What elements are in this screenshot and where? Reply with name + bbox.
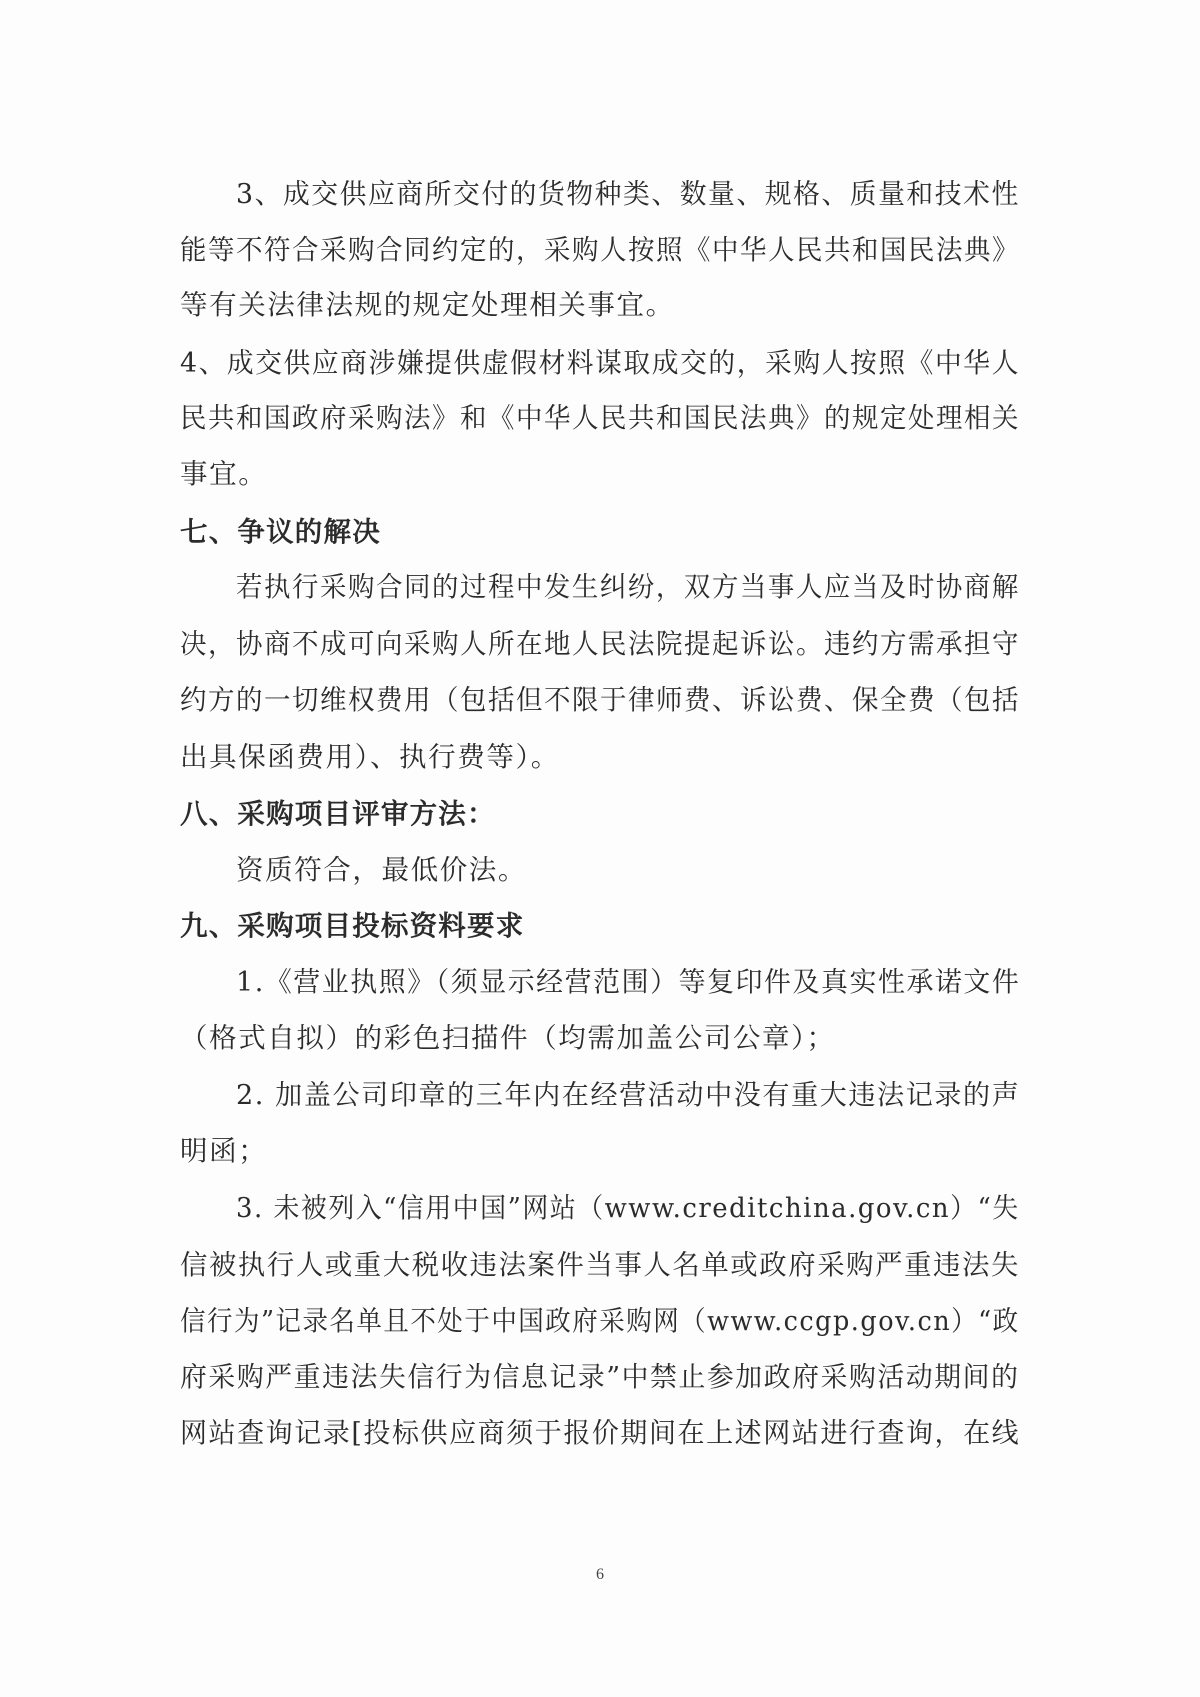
paragraph-line: 出具保函费用）、执行费等）。	[180, 741, 560, 773]
paragraph-line: 4、成交供应商涉嫌提供虚假材料谋取成交的，采购人按照《中华人	[180, 347, 1020, 379]
paragraph-line: 若执行采购合同的过程中发生纠纷，双方当事人应当及时协商解	[236, 571, 1020, 603]
paragraph-line: 民共和国政府采购法》和《中华人民共和国民法典》的规定处理相关	[180, 402, 1021, 434]
section-heading-bid-materials: 九、采购项目投标资料要求	[180, 910, 525, 942]
section-heading-evaluation-method: 八、采购项目评审方法：	[180, 798, 496, 830]
paragraph-line: 等有关法律法规的规定处理相关事宜。	[180, 289, 675, 321]
paragraph-line: 信被执行人或重大税收违法案件当事人名单或政府采购严重违法失	[180, 1249, 1020, 1281]
paragraph-line: 1.《营业执照》（须显示经营范围）等复印件及真实性承诺文件	[236, 966, 1021, 998]
page-number: 6	[596, 1566, 604, 1583]
paragraph-line: 信行为”记录名单且不处于中国政府采购网（www.ccgp.gov.cn）“政	[180, 1305, 1020, 1337]
paragraph-line: 资质符合，最低价法。	[236, 854, 527, 886]
paragraph-line: 约方的一切维权费用（包括但不限于律师费、诉讼费、保全费（包括	[180, 684, 1021, 716]
section-heading-dispute-resolution: 七、争议的解决	[180, 516, 381, 548]
paragraph-line: 事宜。	[180, 458, 268, 490]
paragraph-line: 府采购严重违法失信行为信息记录”中禁止参加政府采购活动期间的	[180, 1361, 1020, 1393]
paragraph-line: （格式自拟）的彩色扫描件（均需加盖公司公章）；	[180, 1022, 836, 1054]
paragraph-line: 网站查询记录[投标供应商须于报价期间在上述网站进行查询，在线	[180, 1417, 1021, 1449]
paragraph-line: 3、成交供应商所交付的货物种类、数量、规格、质量和技术性	[236, 178, 1020, 210]
paragraph-line: 3. 未被列入“信用中国”网站（www.creditchina.gov.cn）“失	[236, 1192, 1020, 1224]
paragraph-line: 决，协商不成可向采购人所在地人民法院提起诉讼。违约方需承担守	[180, 628, 1021, 660]
paragraph-line: 能等不符合采购合同约定的，采购人按照《中华人民共和国民法典》	[180, 234, 1021, 266]
paragraph-line: 2. 加盖公司印章的三年内在经营活动中没有重大违法记录的声	[236, 1079, 1021, 1111]
paragraph-line: 明函；	[180, 1135, 268, 1167]
